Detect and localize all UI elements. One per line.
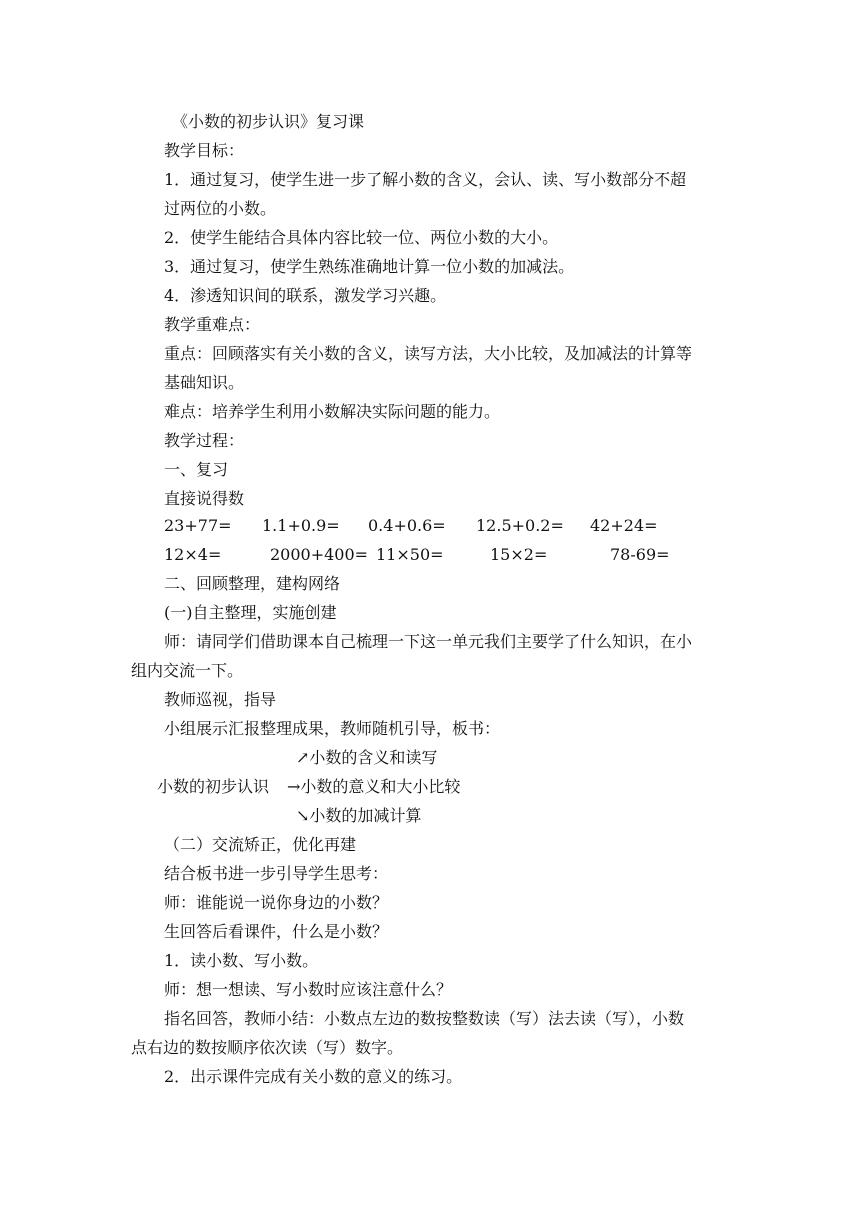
oral-calc-heading: 直接说得数 [164,489,245,508]
math-item: 1.1+0.9= [262,516,340,535]
goal-4: 4．渗透知识间的联系，激发学习兴趣。 [164,286,447,305]
subsection-2: （二）交流矫正，优化再建 [164,835,357,854]
board-branch-mid: →小数的意义和大小比较 [287,777,461,796]
math-item: 15×2= [490,545,548,564]
board-root: 小数的初步认识 [157,777,270,796]
teacher-patrol: 教师巡视，指导 [164,690,277,709]
summary-line-1: 指名回答，教师小结：小数点左边的数按整数读（写）法去读（写），小数 [164,1009,685,1028]
group-report: 小组展示汇报整理成果，教师随机引导，板书： [164,719,501,738]
key-point-line-2: 基础知识。 [164,373,245,392]
teacher-prompt-line-1: 师：请同学们借助课本自己梳理一下这一单元我们主要学了什么知识，在小 [164,632,693,651]
item-2: 2．出示课件完成有关小数的意义的练习。 [164,1067,463,1086]
board-branch-up: ↗小数的含义和读写 [296,748,438,767]
student-answer: 生回答后看课件，什么是小数？ [164,922,389,941]
math-item: 12×4= [164,545,222,564]
subsection-1: (一)自主整理，实施创建 [164,603,337,622]
math-item: 0.4+0.6= [368,516,446,535]
teacher-question: 师：谁能说一说你身边的小数？ [164,893,389,912]
teacher-question-2: 师：想一想读、写小数时应该注意什么？ [164,980,453,999]
teacher-prompt-line-2: 组内交流一下。 [131,661,244,680]
key-point-line-1: 重点：回顾落实有关小数的含义，读写方法，大小比较，及加减法的计算等 [164,344,693,363]
goal-3: 3．通过复习，使学生熟练准确地计算一位小数的加减法。 [164,257,575,276]
math-item: 78-69= [610,545,670,564]
item-1: 1．读小数、写小数。 [164,951,319,970]
math-item: 12.5+0.2= [476,516,564,535]
goal-2: 2．使学生能结合具体内容比较一位、两位小数的大小。 [164,228,559,247]
math-item: 11×50= [376,545,444,564]
goals-heading: 教学目标： [164,141,245,160]
doc-title: 《小数的初步认识》复习课 [172,112,365,131]
section-2: 二、回顾整理，建构网络 [164,574,341,593]
process-heading: 教学过程： [164,431,245,450]
difficulty: 难点：培养学生利用小数解决实际问题的能力。 [164,402,501,421]
goal-1-line-1: 1．通过复习，使学生进一步了解小数的含义，会认、读、写小数部分不超 [164,170,687,189]
math-item: 2000+400= [270,545,369,564]
section-1: 一、复习 [164,460,229,479]
math-item: 23+77= [164,516,232,535]
goal-1-line-2: 过两位的小数。 [164,199,277,218]
board-branch-down: ↘小数的加减计算 [296,806,422,825]
math-item: 42+24= [590,516,658,535]
key-heading: 教学重难点： [164,315,261,334]
guide-text: 结合板书进一步引导学生思考： [164,864,389,883]
summary-line-2: 点右边的数按顺序依次读（写）数字。 [131,1038,404,1057]
